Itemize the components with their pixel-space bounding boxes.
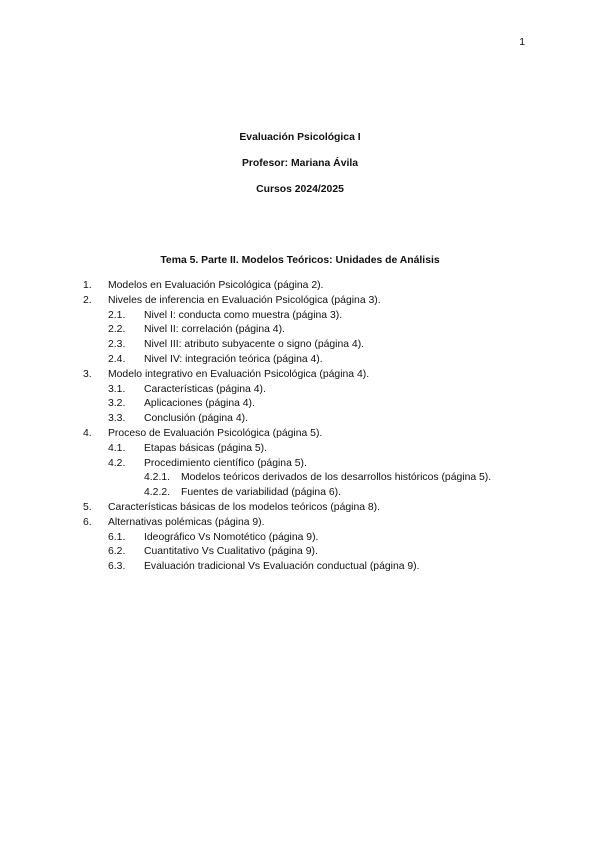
course-title: Evaluación Psicológica I: [239, 132, 361, 143]
course-years: Cursos 2024/2025: [256, 184, 344, 195]
toc-item-text: Niveles de inferencia en Evaluación Psicológica (página 3).: [108, 294, 381, 306]
toc-item: [0, 457, 600, 472]
toc-item-number: 6.1.: [108, 531, 126, 543]
toc-item: [0, 383, 600, 398]
toc-item-text: Ideográfico Vs Nomotético (página 9).: [144, 531, 319, 543]
toc-item-text: Etapas básicas (página 5).: [144, 442, 268, 454]
toc-item: [0, 501, 600, 516]
toc-item-number: 2.3.: [108, 339, 126, 351]
toc-item-text: Características (página 4).: [144, 383, 266, 395]
toc-item-text: Modelos en Evaluación Psicológica (página 2).: [108, 280, 324, 291]
toc-item: [0, 323, 600, 338]
toc-item-text: Modelos teóricos derivados de los desarrollos históricos (página 5).: [181, 472, 492, 484]
section-title: Tema 5. Parte II. Modelos Teóricos: Unidades de Análisis: [160, 255, 440, 266]
toc-item-text: Fuentes de variabilidad (página 6).: [181, 487, 341, 499]
professor-name: Profesor: Mariana Ávila: [241, 158, 359, 169]
toc-item-number: 2.: [83, 294, 92, 306]
document-header: [0, 131, 600, 209]
toc-item-number: 4.2.: [108, 457, 126, 469]
toc-item: [0, 279, 600, 294]
toc-item: [0, 412, 600, 427]
toc-item: [0, 294, 600, 309]
toc-item-text: Nivel II: correlación (página 4).: [144, 324, 285, 336]
toc-item: [0, 309, 600, 324]
toc-item-text: Evaluación tradicional Vs Evaluación conductual (página 9).: [144, 561, 420, 573]
toc-item-number: 4.2.2.: [144, 487, 170, 499]
toc-item-text: Procedimiento científico (página 5).: [144, 457, 307, 469]
toc-item-number: 4.: [83, 427, 92, 439]
toc-item-number: 6.3.: [108, 561, 126, 573]
toc-item-text: Modelo integrativo en Evaluación Psicológica (página 4).: [108, 368, 370, 380]
toc-item-number: 6.2.: [108, 546, 126, 558]
toc-item-text: Alternativas polémicas (página 9).: [108, 516, 265, 528]
toc-item-number: 3.: [83, 368, 92, 380]
toc-item: [0, 486, 600, 501]
toc-item: [0, 353, 600, 368]
toc-item: [0, 338, 600, 353]
toc-item-text: Cuantitativo Vs Cualitativo (página 9).: [144, 546, 318, 558]
toc-item-number: 2.4.: [108, 353, 126, 365]
toc-item-number: 1.: [83, 280, 92, 291]
toc-item-number: 2.2.: [108, 324, 126, 336]
toc-item-text: Nivel I: conducta como muestra (página 3).: [144, 309, 343, 321]
toc-item-text: Nivel IV: integración teórica (página 4).: [144, 353, 323, 365]
table-of-contents: [0, 279, 600, 575]
toc-item: [0, 471, 600, 486]
toc-item-number: 6.: [83, 516, 92, 528]
toc-item-number: 4.1.: [108, 442, 126, 454]
toc-item: [0, 427, 600, 442]
toc-item-text: Nivel III: atributo subyacente o signo (página 4).: [144, 339, 365, 351]
toc-item: [0, 397, 600, 412]
toc-item-number: 5.: [83, 501, 92, 513]
toc-item: [0, 368, 600, 383]
toc-item-number: 3.2.: [108, 398, 126, 410]
toc-item-number: 2.1.: [108, 309, 126, 321]
page-number: 1: [519, 37, 525, 48]
toc-item: [0, 516, 600, 531]
toc-item-text: Proceso de Evaluación Psicológica (página 5).: [108, 427, 323, 439]
toc-item-number: 3.1.: [108, 383, 126, 395]
toc-item-text: Características básicas de los modelos teóricos (página 8).: [108, 501, 381, 513]
toc-item: [0, 545, 600, 560]
toc-item: [0, 442, 600, 457]
toc-item: [0, 560, 600, 575]
toc-item-text: Conclusión (página 4).: [144, 413, 248, 425]
toc-item-number: 3.3.: [108, 413, 126, 425]
toc-item-text: Aplicaciones (página 4).: [144, 398, 255, 410]
toc-item-number: 4.2.1.: [144, 472, 170, 484]
toc-item: [0, 531, 600, 546]
